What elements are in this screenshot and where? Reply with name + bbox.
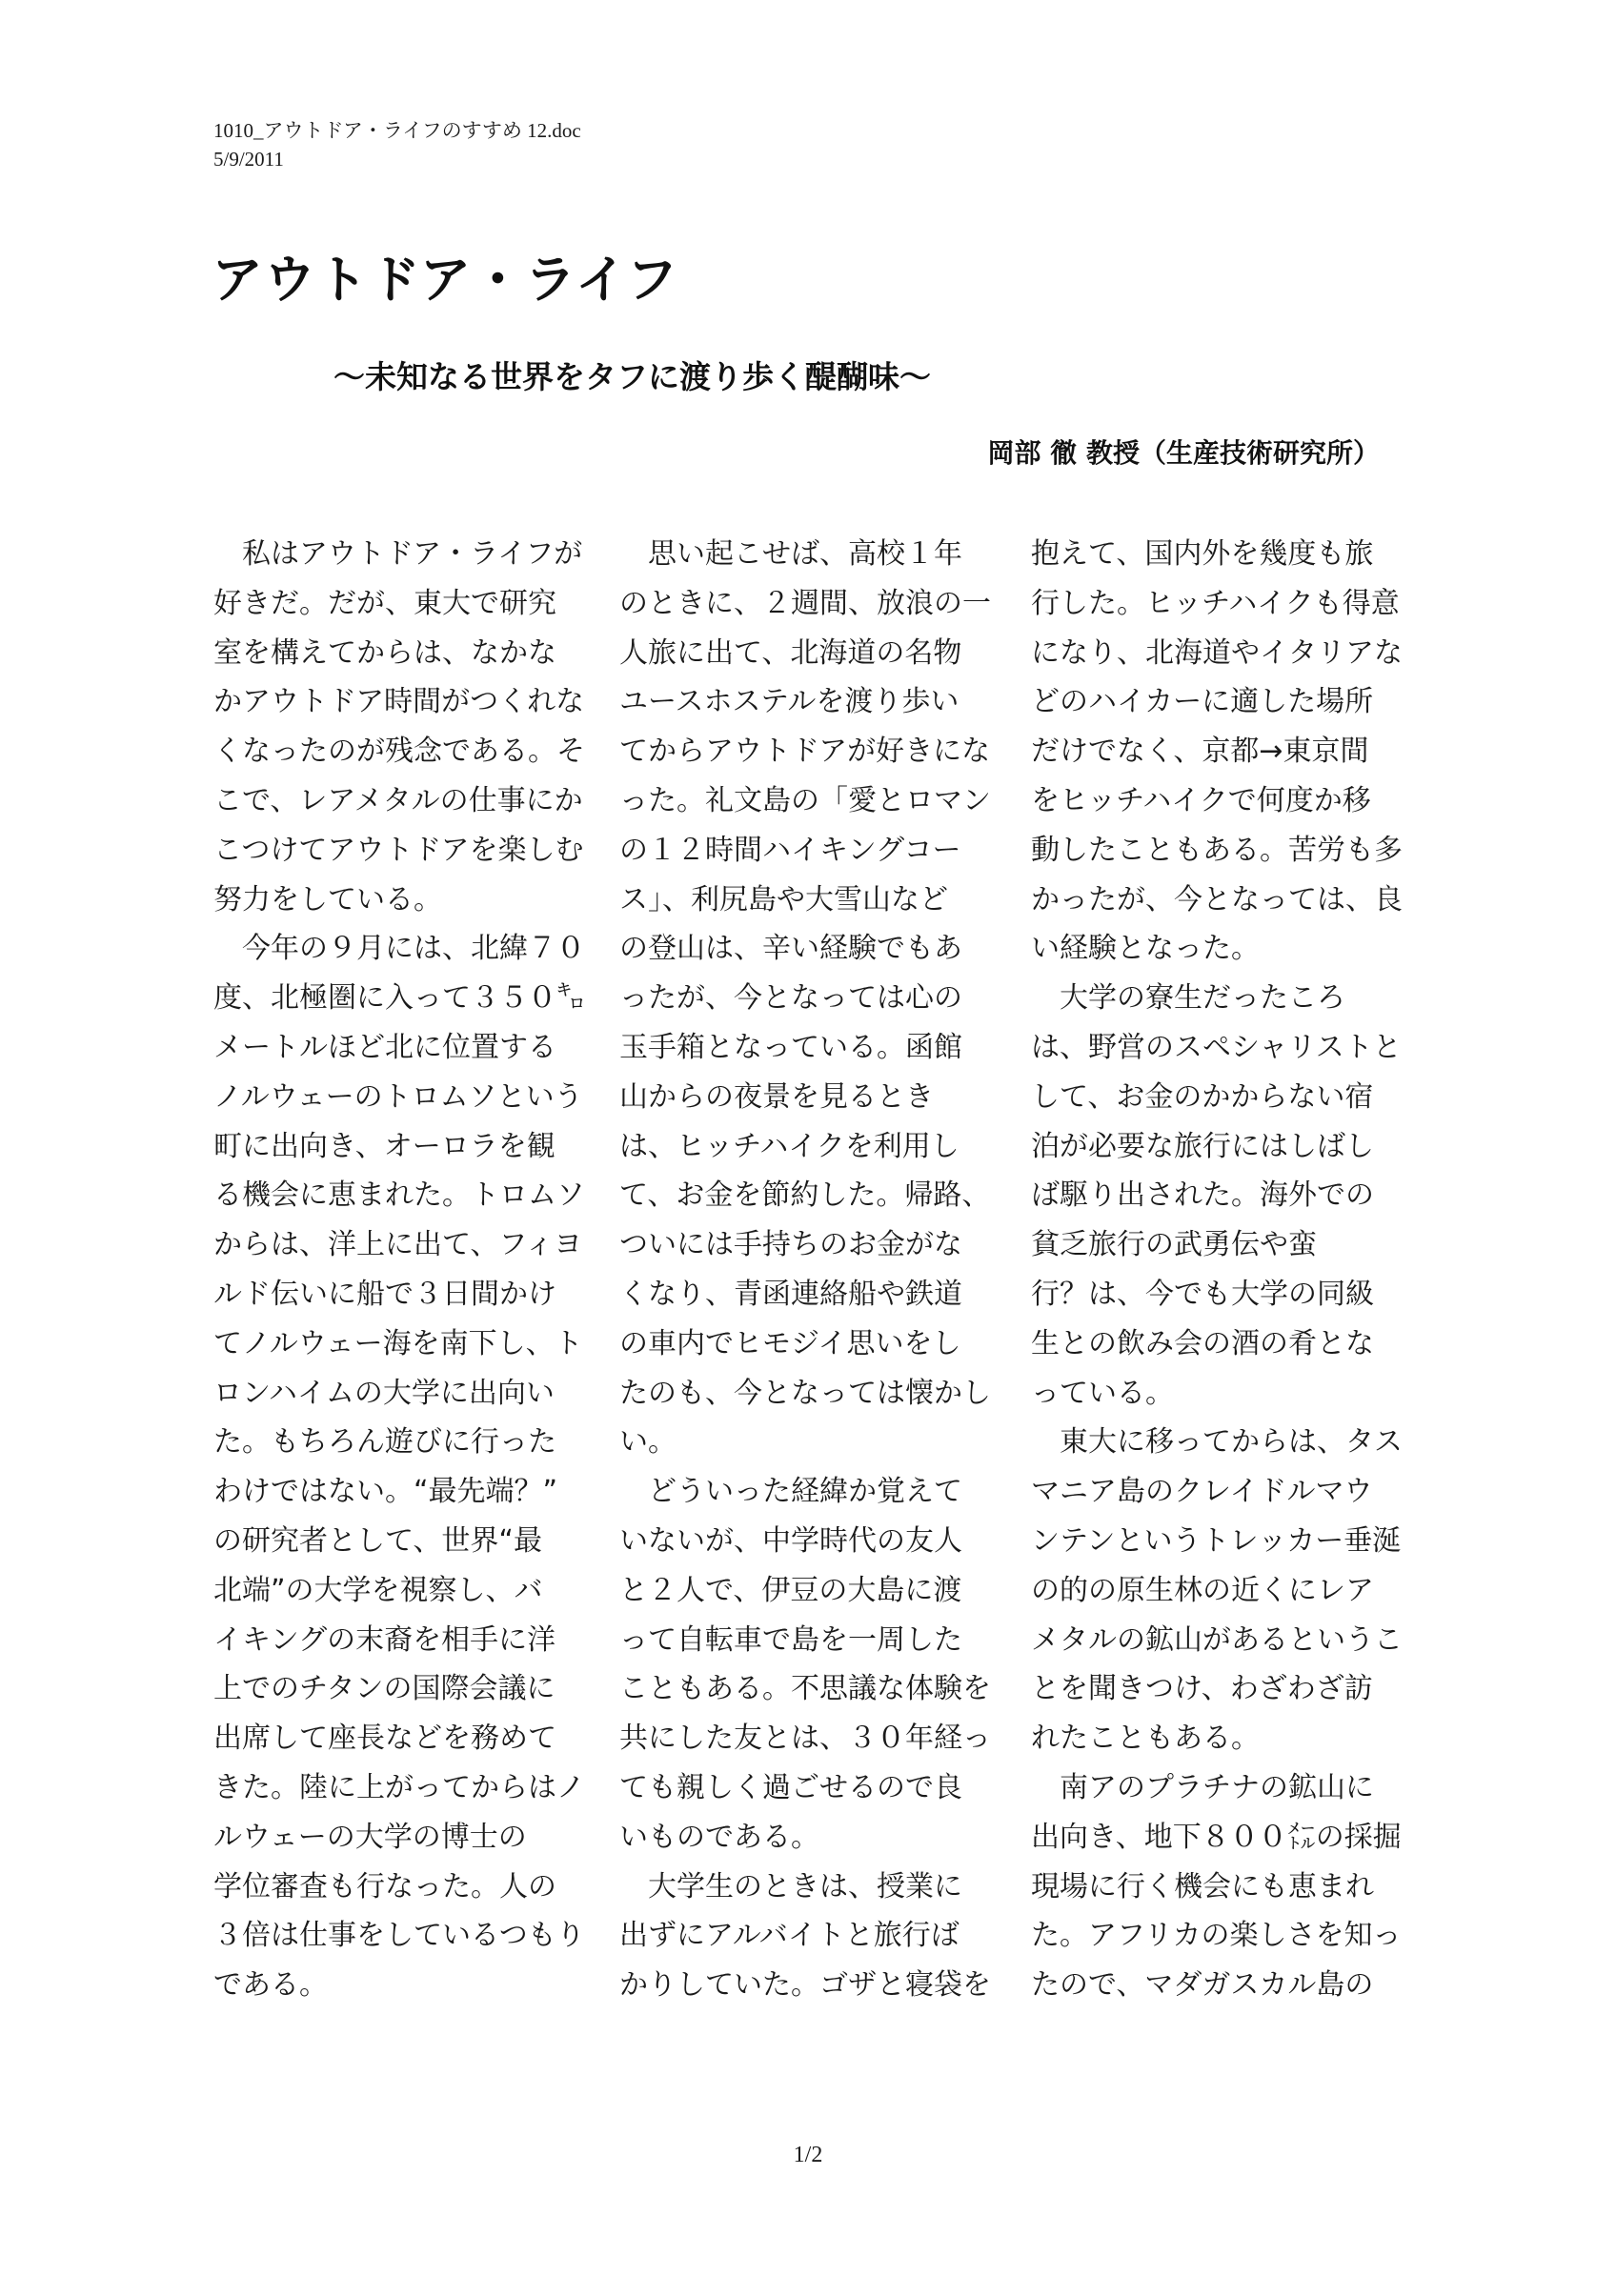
text-line-content: た。アフリカの楽しさを知っ: [1031, 1919, 1402, 1953]
text-line: [213, 1911, 585, 1961]
text-line: [213, 1319, 583, 1369]
text-line: [1031, 1319, 1389, 1369]
text-line-content: になり、北海道やイタリアな: [1031, 635, 1403, 670]
text-line: [1031, 876, 1403, 925]
text-line-content: 行？は、今でも大学の同級: [1031, 1277, 1374, 1311]
text-line-content: て、お金を節約した。帰路、: [619, 1178, 990, 1218]
text-line-content: 出ずにアルバイトと旅行ば: [619, 1919, 960, 1953]
text-line-content: 南アのプラチナの鉱山に: [1031, 1770, 1374, 1804]
text-line-content: かアウトドア時間がつくれな: [213, 685, 585, 719]
text-column-3: [1031, 530, 1403, 2010]
text-line: [213, 1418, 572, 1467]
text-line: [213, 1467, 572, 1517]
text-line: [213, 826, 584, 876]
article-author: 岡部 徹 教授（生産技術研究所）: [987, 437, 1380, 469]
text-line: [619, 1566, 978, 1616]
text-line: [619, 974, 978, 1023]
text-line-content: 大学の寮生だったころ: [1031, 981, 1345, 1016]
text-line-content: こで、レアメタルの仕事にか: [213, 783, 583, 817]
text-line-content: 学位審査も行なった。人の: [213, 1869, 556, 1903]
text-line-content: 今年の９月には、北緯７０: [213, 932, 585, 966]
text-line: [1031, 924, 1389, 974]
text-line-content: どういった経緯か覚えて: [619, 1475, 962, 1509]
text-line: [213, 1566, 572, 1616]
text-line: [619, 1073, 978, 1122]
text-line-content: メタルの鉱山があるというこ: [1031, 1622, 1403, 1657]
text-line-content: だけでなく、京都→東京間: [1031, 735, 1369, 769]
text-line-content: をヒッチハイクで何度か移: [1031, 783, 1371, 817]
text-line: [1031, 974, 1389, 1023]
text-line: [1031, 629, 1403, 678]
text-line-content: いないが、中学時代の友人: [619, 1523, 962, 1558]
text-line: [619, 924, 978, 974]
text-line: [619, 1714, 991, 1763]
text-line-content: からは、洋上に出て、フィヨ: [213, 1228, 582, 1262]
text-line: [213, 924, 585, 974]
text-line-content: ったが、今となっては心の: [619, 981, 962, 1016]
text-line: [1031, 1418, 1403, 1467]
text-line-content: くなり、青函連絡船や鉄道: [619, 1277, 962, 1311]
text-line-content: わけではない。“最先端？”: [213, 1475, 558, 1509]
text-line-content: 東大に移ってからは、タス: [1031, 1425, 1403, 1460]
underlined-text-line: [619, 629, 978, 678]
text-line: [619, 1319, 978, 1369]
text-line-content: 室を構えてからは、なかな: [213, 635, 556, 670]
text-line-content: メートルほど北に位置する: [213, 1030, 556, 1064]
text-line-content: ３倍は仕事をしているつもり: [213, 1919, 585, 1953]
text-line: [213, 579, 572, 629]
text-line: [1031, 1664, 1389, 1714]
text-line: [1031, 1517, 1402, 1566]
text-line: [213, 1073, 583, 1122]
text-line: [1031, 677, 1389, 727]
text-line: [213, 1122, 572, 1172]
text-line-content: の車内でヒモジイ思いをし: [619, 1326, 961, 1360]
text-line: [1031, 1073, 1389, 1122]
text-line-content: ルド伝いに船で３日間かけ: [213, 1277, 556, 1311]
text-line-content: 行した。ヒッチハイクも得意: [1031, 586, 1400, 620]
text-line-content: い経験となった。: [1031, 932, 1260, 966]
text-line-content: して、お金のかからない宿: [1031, 1079, 1374, 1114]
text-line: [213, 1517, 572, 1566]
text-line-content: 私はアウトドア・ライフが: [213, 537, 583, 571]
page-number: 1/2: [793, 2143, 823, 2167]
text-line: [1031, 1566, 1389, 1616]
text-line-content: 現場に行く機会にも恵まれ: [1031, 1869, 1374, 1903]
text-line: [1031, 1023, 1402, 1073]
text-line: [619, 1369, 991, 1419]
file-name: 1010_アウトドア・ライフのすすめ 12.doc: [213, 119, 581, 142]
underlined-text-line: [619, 579, 991, 629]
text-line: [213, 727, 585, 776]
text-line-content: 北端”の大学を視察し、バ: [213, 1573, 543, 1607]
text-line: [1031, 1369, 1389, 1419]
text-line: [619, 1023, 978, 1073]
text-line-content: ユースホステルを渡り歩い: [619, 685, 959, 724]
text-line-content: 泊が必要な旅行にはしばし: [1031, 1129, 1374, 1163]
text-line-content: ルウェーの大学の博士の: [213, 1820, 527, 1854]
text-line: [213, 1863, 572, 1912]
text-line-content: こともある。不思議な体験を: [619, 1672, 991, 1706]
text-line: [619, 1911, 978, 1961]
text-line-content: 思い起こせば、高校１年: [619, 537, 962, 576]
text-line-content: 共にした友とは、３０年経っ: [619, 1722, 991, 1756]
text-line-content: である。: [213, 1968, 328, 2003]
text-line-content: は、野営のスペシャリストと: [1031, 1030, 1402, 1064]
text-line: [1031, 727, 1389, 776]
text-line-content: くなったのが残念である。そ: [213, 735, 585, 769]
text-line-content: の１２時間ハイキングコー: [619, 833, 961, 867]
text-line-content: 貧乏旅行の武勇伝や蛮: [1031, 1228, 1317, 1262]
text-line-content: 度、北極圏に入って３５０㌔: [213, 981, 585, 1016]
article-title: アウトドア・ライフ: [212, 250, 679, 310]
text-line: [619, 1270, 978, 1319]
text-line-content: 抱えて、国内外を幾度も旅: [1031, 537, 1374, 571]
text-line: [213, 1369, 572, 1419]
text-line-content: ロンハイムの大学に出向い: [213, 1376, 555, 1410]
text-line-content: と２人で、伊豆の大島に渡: [619, 1573, 962, 1607]
text-line: [1031, 1220, 1389, 1270]
text-line-content: きた。陸に上がってからはノ: [213, 1770, 585, 1804]
text-line: [213, 776, 583, 826]
text-line-content: た。もちろん遊びに行った: [213, 1425, 556, 1460]
text-line: [213, 1664, 572, 1714]
text-line: [213, 1961, 572, 2010]
text-line: [1031, 1961, 1389, 2010]
text-line-content: れたこともある。: [1031, 1722, 1260, 1756]
text-line: [213, 629, 572, 678]
text-line-content: の登山は、辛い経験でもあ: [619, 932, 962, 966]
text-line: [1031, 579, 1400, 629]
text-line-content: どのハイカーに適した場所: [1031, 685, 1374, 719]
text-line: [1031, 1863, 1389, 1912]
text-line: [213, 1023, 572, 1073]
text-line-content: 動したこともある。苦労も多: [1031, 833, 1403, 867]
text-line-content: 努力をしている。: [213, 882, 442, 916]
text-line-content: って自転車で島を一周した: [619, 1622, 962, 1657]
text-line: [1031, 1270, 1389, 1319]
text-line: [1031, 1813, 1402, 1863]
text-line: [213, 1763, 585, 1813]
text-line-content: っている。: [1031, 1376, 1174, 1410]
text-line-content: かりしていた。ゴザと寝袋を: [619, 1968, 991, 2003]
text-line-content: は、ヒッチハイクを利用し: [619, 1130, 960, 1169]
text-line-content: てからアウトドアが好きにな: [619, 735, 990, 774]
text-line: [619, 1813, 978, 1863]
text-line: [1031, 530, 1389, 579]
text-line-content: ついには手持ちのお金がな: [619, 1228, 962, 1262]
text-line-content: たので、マダガスカル島の: [1031, 1968, 1374, 2003]
text-line-content: の的の原生林の近くにレア: [1031, 1573, 1374, 1607]
text-line: [213, 1220, 582, 1270]
text-line: [1031, 1911, 1402, 1961]
text-line-content: マニア島のクレイドルマウ: [1031, 1475, 1373, 1509]
text-line-content: ス」、利尻島や大雪山など: [619, 882, 948, 916]
text-line: [213, 530, 583, 579]
text-line-content: てノルウェー海を南下し、ト: [213, 1326, 583, 1360]
text-line: [1031, 1714, 1389, 1763]
text-line: [1031, 826, 1403, 876]
text-line-content: 出席して座長などを務めて: [213, 1722, 556, 1756]
text-line: [1031, 1763, 1389, 1813]
text-line-content: 大学生のときは、授業に: [619, 1869, 962, 1903]
text-line-content: 山からの夜景を見るとき: [619, 1079, 934, 1114]
text-line-content: ば駆り出された。海外での: [1031, 1178, 1374, 1213]
text-line: [213, 677, 585, 727]
text-line: [619, 1863, 978, 1912]
text-line: [1031, 1616, 1403, 1665]
text-line: [619, 1517, 978, 1566]
text-line-content: った。礼文島の「愛とロマン: [619, 783, 991, 817]
text-line-content: 生との飲み会の酒の肴とな: [1031, 1326, 1374, 1360]
text-line: [1031, 1122, 1389, 1172]
text-line: [619, 1220, 978, 1270]
text-line: [619, 1418, 978, 1467]
text-line: [1031, 1171, 1389, 1220]
text-line: [1031, 1467, 1389, 1517]
text-line-content: いものである。: [619, 1820, 819, 1854]
underlined-text-line: [619, 677, 978, 727]
text-line: [213, 876, 572, 925]
text-line-content: たのも、今となっては懐かし: [619, 1376, 991, 1410]
text-line: [619, 1467, 978, 1517]
text-line: [619, 1763, 978, 1813]
text-line-content: ても親しく過ごせるので良: [619, 1770, 962, 1804]
text-line-content: 人旅に出て、北海道の名物: [619, 636, 961, 675]
text-line: [619, 1664, 991, 1714]
text-line-content: 上でのチタンの国際会議に: [213, 1672, 556, 1706]
text-line: [213, 1171, 585, 1220]
text-line: [619, 1616, 978, 1665]
text-line-content: のときに、２週間、放浪の一: [619, 587, 991, 626]
text-line-content: 出向き、地下８００㍍の採掘: [1031, 1820, 1402, 1854]
text-line-content: とを聞きつけ、わざわざ訪: [1031, 1672, 1373, 1706]
underlined-text-line: [619, 530, 978, 579]
article-subtitle: ～未知なる世界をタフに渡り歩く醍醐味～: [333, 358, 931, 395]
text-column-2: [619, 530, 991, 2010]
document-date: 5/9/2011: [213, 148, 284, 171]
text-line: [619, 1961, 991, 2010]
text-line: [619, 876, 978, 925]
text-line: [1031, 776, 1389, 826]
text-line-content: ノルウェーのトロムソという: [213, 1079, 583, 1114]
underlined-text-line: [619, 727, 991, 776]
text-line-content: の研究者として、世界“最: [213, 1523, 542, 1558]
text-line-content: こつけてアウトドアを楽しむ: [213, 833, 584, 867]
text-line-content: イキングの末裔を相手に洋: [213, 1622, 556, 1657]
text-line: [213, 974, 585, 1023]
underlined-text-line: [619, 1122, 978, 1172]
text-line: [213, 1616, 572, 1665]
text-line: [213, 1270, 572, 1319]
text-line-content: ンテンというトレッカー垂涎: [1031, 1523, 1402, 1558]
text-line-content: 好きだ。だが、東大で研究: [213, 586, 556, 620]
text-line-content: い。: [619, 1425, 677, 1460]
text-line-content: かったが、今となっては、良: [1031, 882, 1403, 916]
text-line: [213, 1714, 572, 1763]
underlined-text-line: [619, 1171, 991, 1220]
document-header: [213, 116, 581, 173]
text-line: [213, 1813, 572, 1863]
text-line-content: る機会に恵まれた。トロムソ: [213, 1178, 585, 1213]
text-line: [619, 776, 991, 826]
text-line-content: 玉手箱となっている。函館: [619, 1030, 962, 1064]
text-line: [619, 826, 978, 876]
text-line-content: 町に出向き、オーロラを観: [213, 1129, 556, 1163]
text-column-1: [213, 530, 585, 2010]
